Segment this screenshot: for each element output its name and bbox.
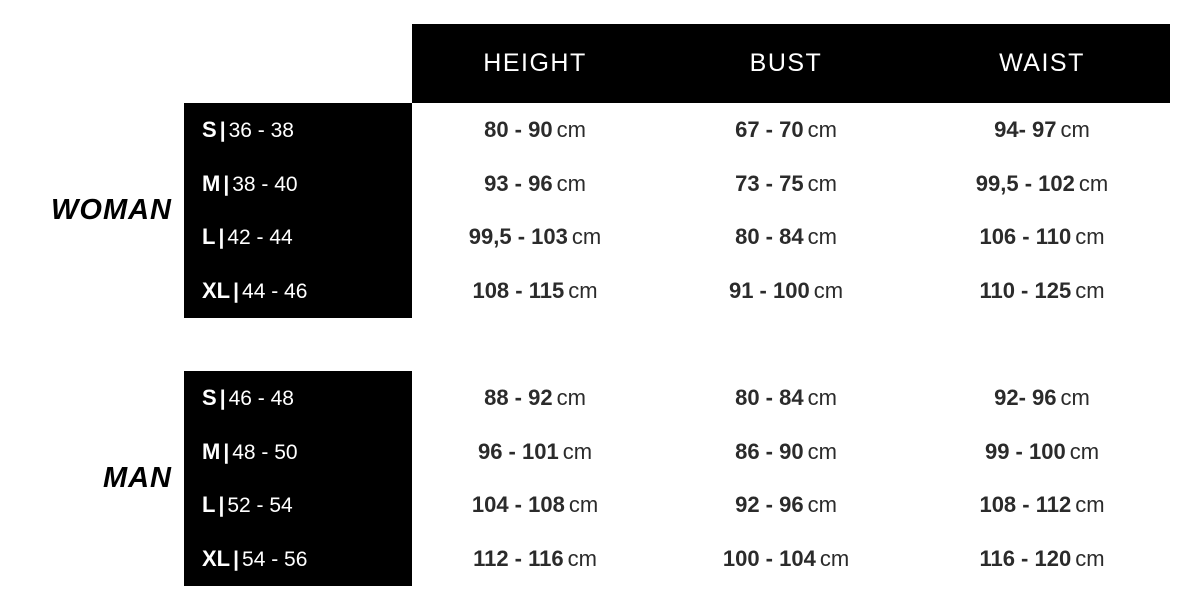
value: 108 - 115: [472, 278, 565, 304]
size-label: S: [202, 116, 217, 142]
value: 96 - 101: [477, 438, 559, 464]
group-label-woman: WOMAN: [51, 194, 172, 226]
cell-height: [412, 224, 658, 250]
unit: cm: [1069, 438, 1100, 464]
unit: cm: [807, 492, 837, 518]
cell-waist: [914, 224, 1170, 250]
value: 80 - 84: [735, 384, 804, 410]
unit: cm: [1075, 546, 1105, 572]
value: 80 - 84: [735, 224, 804, 250]
column-header-waist: WAIST: [999, 49, 1085, 77]
unit: cm: [1075, 492, 1105, 518]
unit: cm: [807, 224, 837, 250]
size-eu: 42 - 44: [227, 226, 293, 250]
unit: cm: [1078, 170, 1109, 196]
cell-bust: [658, 117, 914, 143]
value: 99 - 100: [984, 438, 1066, 464]
cell-size: [184, 278, 412, 304]
cell-size: [184, 117, 412, 143]
size-eu: 48 - 50: [232, 440, 298, 464]
cell-height: [412, 171, 658, 197]
cell-waist: [914, 171, 1170, 197]
unit: cm: [819, 546, 850, 572]
value: 116 - 120: [979, 546, 1072, 572]
table-row: [184, 211, 1200, 265]
table-row: [184, 371, 1200, 425]
size-separator: |: [223, 172, 230, 196]
unit: cm: [568, 278, 598, 304]
size-label: M: [202, 438, 221, 464]
value: 92 - 96: [735, 492, 804, 518]
cell-bust: [658, 546, 914, 572]
value: 86 - 90: [735, 438, 804, 464]
column-header-bust: BUST: [749, 49, 823, 77]
value: 108 - 112: [979, 492, 1072, 518]
cell-bust: [658, 278, 914, 304]
cell-waist: [914, 439, 1170, 465]
size-eu: 54 - 56: [242, 548, 308, 572]
cell-waist: [914, 117, 1170, 143]
unit: cm: [556, 116, 586, 142]
cell-size: [184, 385, 412, 411]
cell-size: [184, 546, 412, 572]
size-eu: 52 - 54: [227, 494, 293, 518]
cell-size: [184, 439, 412, 465]
size-label: M: [202, 170, 221, 196]
value: 104 - 108: [471, 492, 565, 518]
unit: cm: [556, 170, 586, 196]
value: 112 - 116: [473, 546, 564, 572]
size-eu: 38 - 40: [232, 172, 298, 196]
value: 80 - 90: [484, 116, 553, 142]
size-separator: |: [219, 386, 226, 410]
cell-height: [412, 278, 658, 304]
unit: cm: [562, 438, 593, 464]
cell-height: [412, 492, 658, 518]
table-row: [184, 425, 1200, 479]
table-header-band: [412, 24, 1170, 103]
unit: cm: [571, 224, 602, 250]
value: 99,5 - 102: [975, 170, 1075, 196]
unit: cm: [807, 116, 837, 142]
size-separator: |: [218, 494, 225, 518]
size-eu: 44 - 46: [242, 280, 308, 304]
size-label: S: [202, 384, 217, 410]
value: 73 - 75: [735, 170, 804, 196]
size-separator: |: [219, 118, 226, 142]
cell-waist: [914, 385, 1170, 411]
unit: cm: [1060, 116, 1090, 142]
cell-waist: [914, 278, 1170, 304]
cell-size: [184, 171, 412, 197]
value: 100 - 104: [722, 546, 816, 572]
table-row: [184, 532, 1200, 586]
cell-bust: [658, 492, 914, 518]
value: 106 - 110: [979, 224, 1072, 250]
cell-waist: [914, 546, 1170, 572]
value: 67 - 70: [735, 116, 804, 142]
size-separator: |: [233, 280, 240, 304]
cell-bust: [658, 171, 914, 197]
column-header-height: HEIGHT: [483, 49, 587, 77]
size-label: XL: [202, 278, 231, 304]
size-separator: |: [233, 548, 240, 572]
value: 91 - 100: [728, 278, 810, 304]
cell-height: [412, 546, 658, 572]
unit: cm: [1075, 224, 1105, 250]
rows-woman: [184, 103, 1200, 318]
cell-bust: [658, 385, 914, 411]
cell-height: [412, 385, 658, 411]
value: 99,5 - 103: [468, 224, 568, 250]
table-row: [184, 264, 1200, 318]
cell-height: [412, 439, 658, 465]
unit: cm: [813, 278, 844, 304]
value: 88 - 92: [484, 384, 553, 410]
unit: cm: [807, 170, 837, 196]
size-label: XL: [202, 546, 231, 572]
size-separator: |: [218, 226, 225, 250]
group-label-man: MAN: [102, 462, 172, 494]
unit: cm: [1060, 384, 1090, 410]
unit: cm: [807, 438, 837, 464]
cell-waist: [914, 492, 1170, 518]
rows-man: [184, 371, 1200, 586]
unit: cm: [567, 546, 597, 572]
cell-height: [412, 117, 658, 143]
table-row: [184, 103, 1200, 157]
unit: cm: [807, 384, 837, 410]
cell-size: [184, 224, 412, 250]
unit: cm: [568, 492, 599, 518]
value: 94- 97: [994, 116, 1057, 142]
size-eu: 36 - 38: [228, 118, 294, 142]
value: 92- 96: [994, 384, 1057, 410]
size-label: L: [202, 492, 216, 518]
cell-size: [184, 492, 412, 518]
table-row: [184, 479, 1200, 533]
cell-bust: [658, 224, 914, 250]
table-row: [184, 157, 1200, 211]
size-eu: 46 - 48: [228, 386, 294, 410]
value: 93 - 96: [484, 170, 553, 196]
unit: cm: [1075, 278, 1105, 304]
size-separator: |: [223, 440, 230, 464]
unit: cm: [556, 384, 586, 410]
value: 110 - 125: [979, 278, 1072, 304]
cell-bust: [658, 439, 914, 465]
size-label: L: [202, 224, 216, 250]
